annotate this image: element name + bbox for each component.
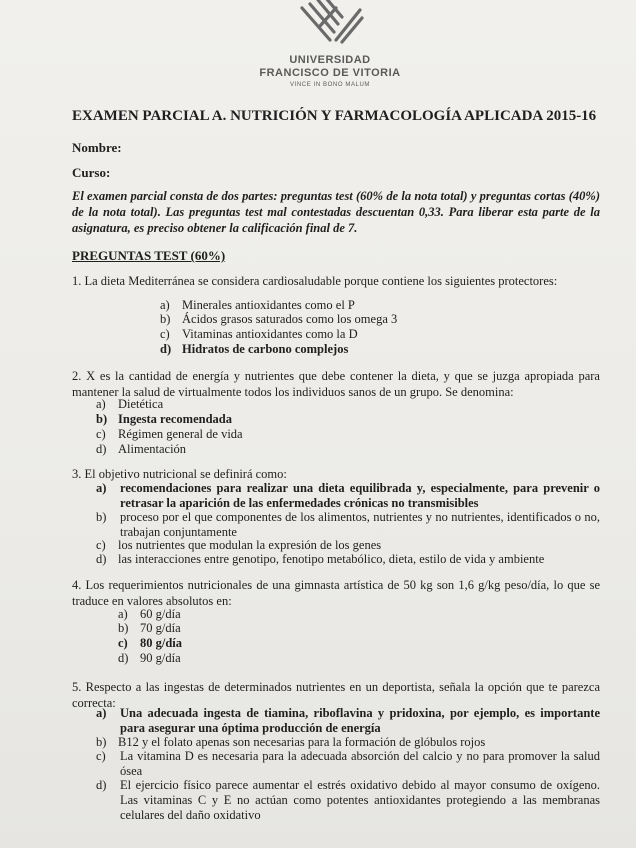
q1-option-b: b) Ácidos grasos saturados como los omega 3	[160, 312, 398, 326]
university-logo-stripes-icon	[296, 0, 366, 48]
q1-option-c: c) Vitaminas antioxidantes como la D	[160, 327, 358, 341]
exam-instructions: El examen parcial consta de dos partes: preguntas test (60% de la nota total) y preguntas cortas (40%) de la nota total). Las preguntas test mal contestadas descuentan 0,33. Para liberar esta parte de la asignatura, es preciso obtener la calificación final de 7.	[72, 189, 600, 235]
q4-option-c: c) 80 g/día	[118, 636, 183, 650]
q4-option-d: d) 90 g/día	[118, 651, 181, 665]
q4-option-b: b) 70 g/día	[118, 621, 181, 635]
q3-option-c: c) los nutrientes que modulan la expresión de los genes	[96, 538, 382, 552]
name-label: Nombre:	[72, 140, 122, 155]
q3-option-d: d) las interacciones entre genotipo, fenotipo metabólico, dieta, estilo de vida y ambiente	[96, 552, 545, 566]
q5-option-c: c) La vitamina D es necesaria para la adecuada absorción del calcio y no para promover la salud ósea	[96, 749, 600, 778]
university-name-line1: UNIVERSIDAD	[289, 54, 371, 66]
q2-option-b: b) Ingesta recomendada	[96, 412, 233, 426]
q1-option-a: a) Minerales antioxidantes como el P	[160, 298, 355, 312]
q2-option-a: a) Dietética	[96, 397, 164, 411]
q2-option-c: c) Régimen general de vida	[96, 427, 243, 441]
question-5-text: 5. Respecto a las ingestas de determinados nutrientes en un deportista, señala la opción que te parezca correcta:	[72, 680, 600, 710]
q3-option-b: b) proceso por el que componentes de los alimentos, nutrientes y no nutrientes, identificados o no, trabajan conjuntamente	[96, 510, 600, 539]
question-3-text: 3. El objetivo nutricional se definirá como:	[72, 467, 287, 481]
question-2-text: 2. X es la cantidad de energía y nutrientes que debe contener la dieta, y que se juzga apropiada para mantener la salud de virtualmente todos los individuos sanos de un grupo. Se denomina:	[72, 369, 600, 399]
university-name-line2: FRANCISCO DE VITORIA	[259, 67, 401, 79]
question-4-text: 4. Los requerimientos nutricionales de una gimnasta artística de 50 kg son 1,6 g/kg peso/día, lo que se traduce en valores absolutos en:	[72, 578, 600, 608]
q3-option-a: a) recomendaciones para realizar una dieta equilibrada y, especialmente, para prevenir o retrasar la aparición de las enfermedades crónicas no transmisibles	[96, 481, 600, 510]
q4-option-a: a) 60 g/día	[118, 607, 181, 621]
course-label: Curso:	[72, 165, 111, 180]
exam-title: EXAMEN PARCIAL A. NUTRICIÓN Y FARMACOLOGÍA APLICADA 2015-16	[72, 108, 597, 124]
q5-option-a: a) Una adecuada ingesta de tiamina, riboflavina y pridoxina, por ejemplo, es importante para asegurar una óptima producción de energía	[96, 706, 600, 735]
section-title: PREGUNTAS TEST (60%)	[72, 248, 226, 263]
q2-option-d: d) Alimentación	[96, 442, 187, 456]
question-1-text: 1. La dieta Mediterránea se considera cardiosaludable porque contiene los siguientes protectores:	[72, 274, 558, 288]
q1-option-d: d) Hidratos de carbono complejos	[160, 342, 349, 356]
university-motto: VINCE IN BONO MALUM	[289, 82, 371, 88]
q5-option-d: d) El ejercicio físico parece aumentar el estrés oxidativo debido al mayor consumo de oxígeno. Las vitaminas C y E no actúan como potentes antioxidantes protegiendo a las membranas celulares del daño oxidativo	[96, 778, 600, 822]
q5-option-b: b) B12 y el folato apenas son necesarias para la formación de glóbulos rojos	[96, 735, 486, 749]
